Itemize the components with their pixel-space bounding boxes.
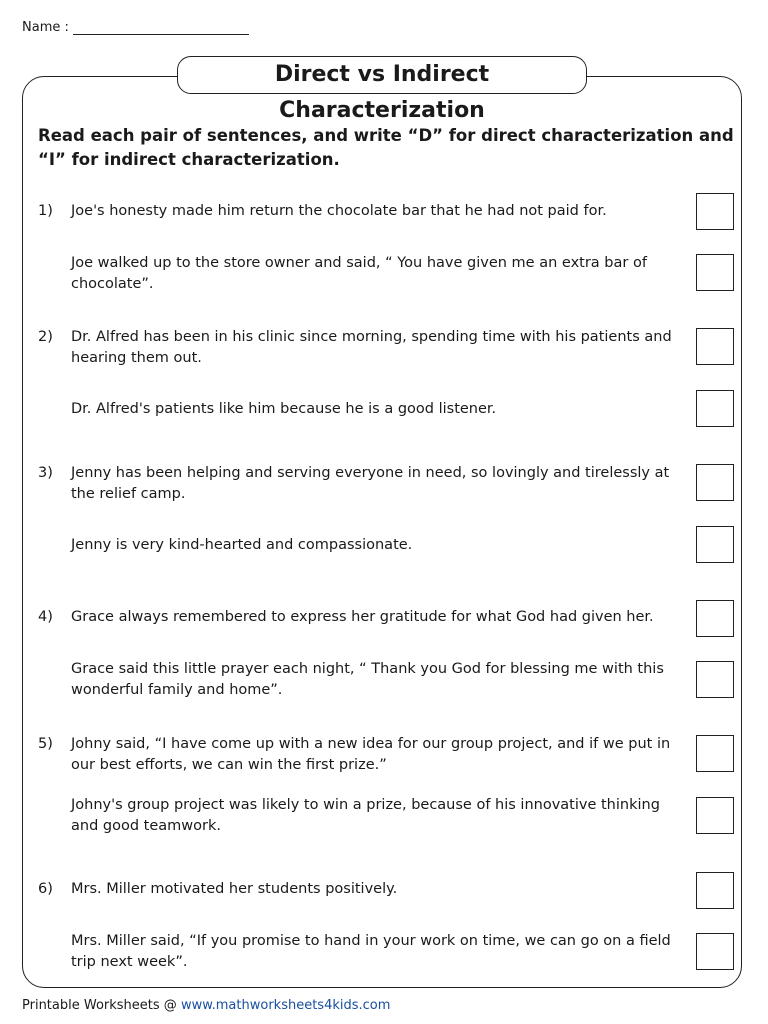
question-number: 6) — [38, 881, 53, 897]
sentence-a: Mrs. Miller motivated her students positively. — [71, 881, 398, 897]
answer-box-a[interactable] — [696, 872, 734, 909]
instructions: Read each pair of sentences, and write “D” for direct characterization and “I” for indirect characterization. — [38, 126, 734, 169]
sentence-a: Johny said, “I have come up with a new idea for our group project, and if we put in our best efforts, we can win the first prize.” — [71, 736, 671, 773]
footer — [22, 998, 390, 1013]
sentence-b: Jenny is very kind-hearted and compassionate. — [71, 537, 413, 553]
sentence-b: Joe walked up to the store owner and said, “ You have given me an extra bar of chocolate”. — [71, 255, 647, 292]
answer-box-b[interactable] — [696, 797, 734, 834]
sentence-b: Grace said this little prayer each night, “ Thank you God for blessing me with this wonderful family and home”. — [71, 661, 664, 698]
sentence-b: Dr. Alfred's patients like him because he is a good listener. — [71, 401, 497, 417]
answer-box-a[interactable] — [696, 735, 734, 772]
name-label: Name : — [22, 20, 69, 35]
question-number: 1) — [38, 203, 53, 219]
question-number: 3) — [38, 465, 53, 481]
worksheet-title: Direct vs Indirect Characterization — [177, 56, 587, 94]
question-number: 5) — [38, 736, 53, 752]
answer-box-a[interactable] — [696, 464, 734, 501]
question-number: 2) — [38, 329, 53, 345]
sentence-a: Grace always remembered to express her gratitude for what God had given her. — [71, 609, 654, 625]
answer-box-b[interactable] — [696, 933, 734, 970]
sentence-b: Mrs. Miller said, “If you promise to hand in your work on time, we can go on a field trip next week”. — [71, 933, 671, 970]
answer-box-a[interactable] — [696, 193, 734, 230]
sentence-a: Joe's honesty made him return the chocolate bar that he had not paid for. — [71, 203, 607, 219]
name-field-row — [22, 20, 249, 35]
sentence-a: Dr. Alfred has been in his clinic since morning, spending time with his patients and hearing them out. — [71, 329, 672, 366]
answer-box-a[interactable] — [696, 600, 734, 637]
answer-box-b[interactable] — [696, 526, 734, 563]
name-input-line[interactable] — [73, 20, 249, 35]
footer-prefix: Printable Worksheets @ — [22, 998, 181, 1013]
answer-box-a[interactable] — [696, 328, 734, 365]
answer-box-b[interactable] — [696, 390, 734, 427]
answer-box-b[interactable] — [696, 254, 734, 291]
sentence-a: Jenny has been helping and serving everyone in need, so lovingly and tirelessly at the relief camp. — [71, 465, 670, 502]
answer-box-b[interactable] — [696, 661, 734, 698]
question-number: 4) — [38, 609, 53, 625]
sentence-b: Johny's group project was likely to win a prize, because of his innovative thinking and good teamwork. — [71, 797, 660, 834]
footer-url-link[interactable]: www.mathworksheets4kids.com — [180, 998, 391, 1013]
